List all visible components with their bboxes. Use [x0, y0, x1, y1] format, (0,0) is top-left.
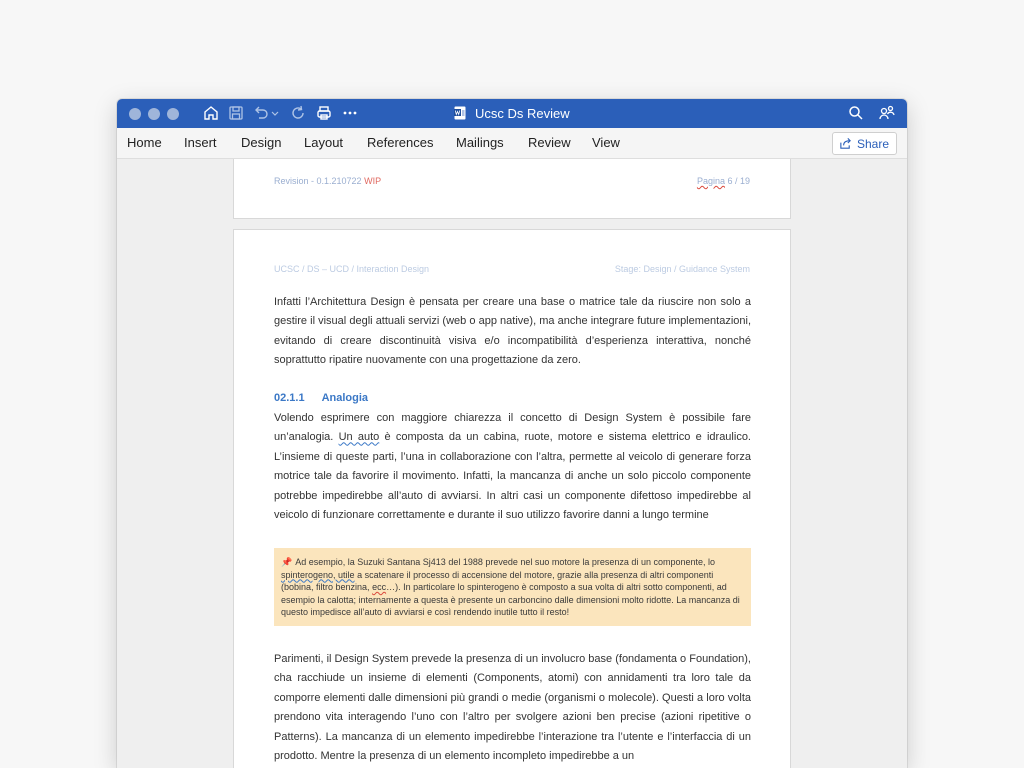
heading-title: Analogia [321, 392, 369, 404]
previous-page [234, 159, 790, 218]
revision-footer: Revision - 0.1.210722 WIP [274, 176, 382, 186]
tab-layout[interactable]: Layout [304, 135, 344, 150]
tab-mailings[interactable]: Mailings [456, 135, 504, 150]
tab-design[interactable]: Design [241, 135, 282, 150]
section-heading[interactable] [274, 392, 368, 404]
tab-review[interactable]: Review [528, 135, 571, 150]
grammar-flag: Un auto [338, 431, 380, 444]
example-callout[interactable]: 📌 Ad esempio, la Suzuki Santana Sj413 del 1988 prevede nel suo motore la presenza di un componente, lo spinterogeno, utile a scatenare il processo di accensione del motore, grazie alla presenza di altri componenti (bobina, filtro benzina, ecc…). In particolare lo spinterogeno è composto a sua volta di altri sotto componenti, ad esempio la calotta; internamente a questa è presente un carboncino dalle dimensioni molto ridotte. La mancanza di questo impedisce all’auto di avviarsi e così rendendo inutile tutto il resto! [274, 548, 751, 626]
document-canvas[interactable] [117, 159, 907, 768]
page-word: Pagina [696, 176, 725, 186]
document-title: Ucsc Ds Review [475, 106, 570, 121]
grammar-flag: spinterogeno, utile [281, 569, 355, 580]
wip-tag: WIP [364, 176, 382, 186]
pushpin-icon: 📌 [281, 557, 293, 567]
paragraph-design-system[interactable]: Parimenti, il Design System prevede la presenza di un involucro base (fondamenta o Foundation), cha racchiude un insieme di elementi (Components, atomi) con annidamenti tra loro tale da comporre elementi dalle dimensioni più grandi o medie (organismi o molecole). Questi a loro volta prendono vita interagendo l’uno con l’altro per svolgere azioni ben precise (azioni ripetitive o Patterns). La mancanza di un elemento impedirebbe l’interazione tra l’utente e l’interfaccia di un prodotto. Mentre la presenza di un elemento incompleto impedirebbe a un [274, 653, 751, 763]
share-button[interactable] [832, 132, 897, 155]
tab-insert[interactable]: Insert [184, 135, 217, 150]
heading-number: 02.1.1 [274, 392, 305, 404]
window-title [117, 106, 907, 121]
tab-references[interactable]: References [367, 135, 434, 150]
share-label: Share [856, 136, 889, 151]
ribbon-tabs [117, 128, 907, 159]
paragraph-analogy[interactable]: Volendo esprimere con maggiore chiarezza il concetto di Design System è possibile fare un’analogia. Un auto è composta da un cabina, ruote, motore e sistema elettrico e idraulico. L’insieme di queste parti, l’una in collaborazione con l’altra, permette al veicolo di generare forza motrice tale da favorire il movimento. Infatti, la mancanza di anche un solo piccolo componente potrebbe impedirebbe all’auto di avviarsi. In altri casi un componente difettoso impedirebbe al veicolo di funzionare correttamente e durante il suo utilizzo favorire danni a lungo termine [274, 412, 751, 522]
page-header-right: Stage: Design / Guidance System [614, 264, 750, 274]
paragraph-intro[interactable]: Infatti l’Architettura Design è pensata per creare una base o matrice tale da riuscire non solo a gestire il visual degli attuali servizi (web o app native), ma anche integrare future implementazioni, evitando di creare discontinuità visiva e/o incompatibilità d’esperienza interattiva, nonché soprattutto ripatire nuovamente con una progettazione da zero. [274, 296, 751, 367]
search-icon[interactable] [846, 103, 866, 123]
word-window [117, 99, 907, 768]
page-header-left: UCSC / DS – UCD / Interaction Design [274, 264, 430, 274]
spelling-flag: ecc [372, 582, 387, 593]
title-bar [117, 99, 907, 128]
current-page [234, 230, 790, 768]
tab-home[interactable]: Home [127, 135, 162, 150]
page-number-footer [697, 176, 750, 186]
page-number: 6 / 19 [724, 176, 750, 186]
word-document-icon [454, 106, 466, 120]
share-people-icon[interactable] [877, 103, 897, 123]
tab-view[interactable]: View [592, 135, 620, 150]
share-icon [839, 137, 852, 150]
